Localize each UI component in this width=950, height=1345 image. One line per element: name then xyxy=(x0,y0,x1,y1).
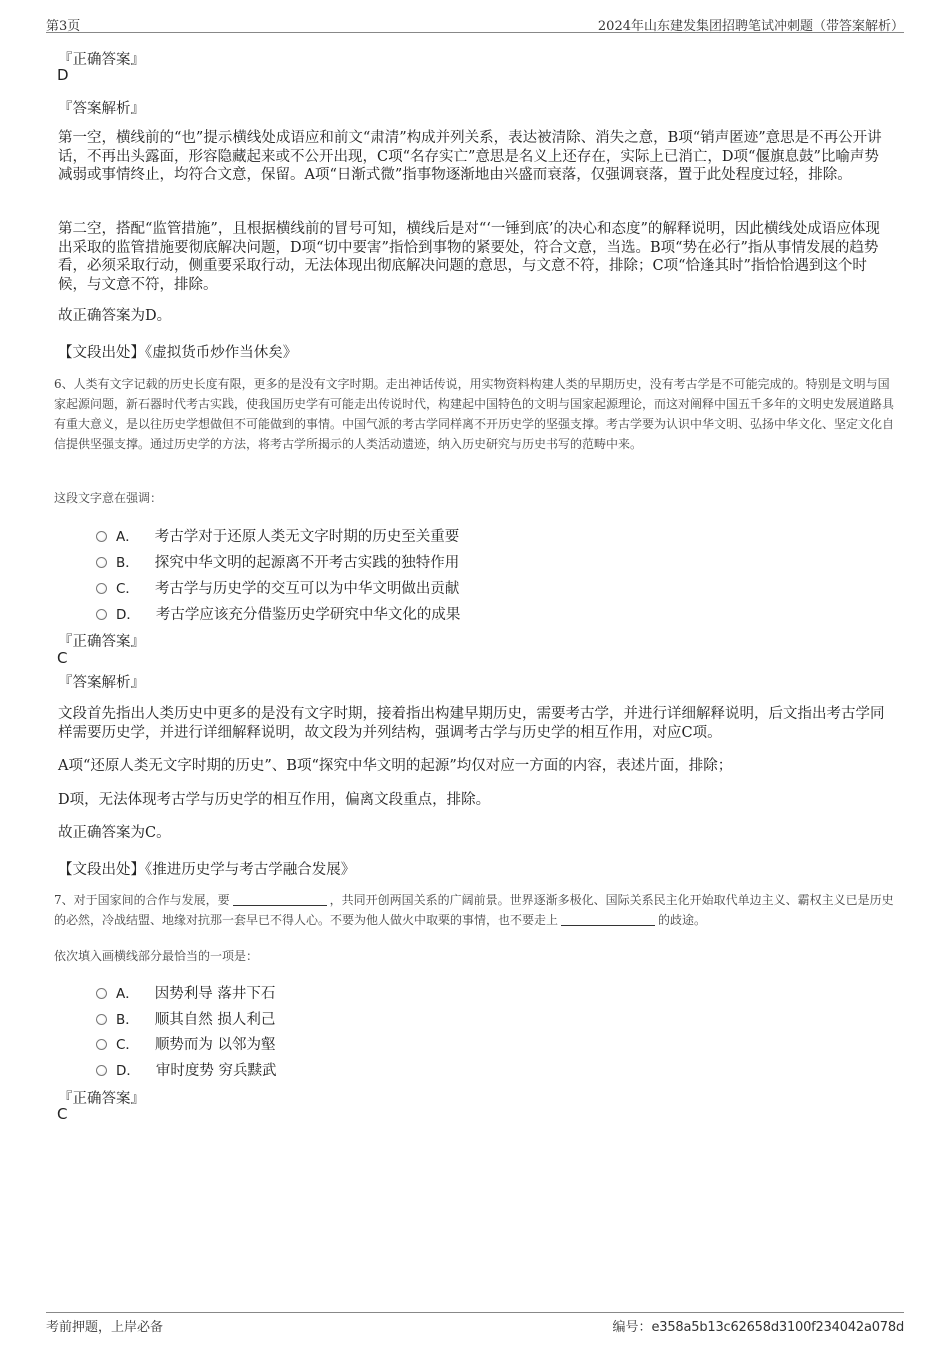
q6-prompt: 这段文字意在强调： xyxy=(54,491,163,505)
page-number: 第3页 xyxy=(46,19,81,34)
q6-option-b[interactable]: B． 探究中华文明的起源离不开考古实践的独特作用 xyxy=(96,551,459,572)
q6-analysis-paragraph-2: A项“还原人类无文字时期的历史”、B项“探究中华文明的起源”均仅对应一方面的内容，表述片面，排除； xyxy=(58,758,733,774)
q7-option-b[interactable]: B． 顺其自然 损人利己 xyxy=(96,1008,275,1029)
q5-source: 【文段出处】《虚拟货币炒作当休矣》 xyxy=(58,345,298,361)
q5-answer: D xyxy=(57,66,69,84)
q5-analysis-paragraph-2: 第二空，搭配“监管措施”，且根据横线前的冒号可知，横线后是对“‘一锤到底’的决心和态度”的解释说明，因此横线处成语应体现出采取的监管措施要彻底解决问题，D项“切中要害”指恰到事物的紧要处，符合文意，当选。B项“势在必行”指从事情发展的趋势看，必须采取行动，侧重要采取行动，无法体现出彻底解决问题的意思，与文意不符，排除；C项“恰逢其时”指恰恰遇到这个时候，与文意不符，排除。 xyxy=(58,221,880,293)
q7-answer-label: 『正确答案』 xyxy=(58,1091,145,1107)
radio-icon[interactable] xyxy=(96,531,107,542)
radio-icon[interactable] xyxy=(96,583,107,594)
q6-option-d[interactable]: D． 考古学应该充分借鉴历史学研究中华文化的成果 xyxy=(96,603,460,624)
q7-option-c[interactable]: C． 顺势而为 以邻为壑 xyxy=(96,1033,276,1054)
footer-slogan: 考前押题，上岸必备 xyxy=(46,1320,164,1335)
q6-answer: C xyxy=(57,649,68,667)
q6-source: 【文段出处】《推进历史学与考古学融合发展》 xyxy=(58,862,356,878)
q5-analysis-label: 『答案解析』 xyxy=(58,101,145,117)
q6-option-a[interactable]: A． 考古学对于还原人类无文字时期的历史至关重要 xyxy=(96,525,459,546)
q6-option-c[interactable]: C． 考古学与历史学的交互可以为中华文明做出贡献 xyxy=(96,577,459,598)
radio-icon[interactable] xyxy=(96,609,107,620)
q7-prompt: 依次填入画横线部分最恰当的一项是： xyxy=(54,949,259,963)
document-title: 2024年山东建发集团招聘笔试冲刺题（带答案解析） xyxy=(597,19,904,34)
page-header xyxy=(46,12,904,33)
radio-icon[interactable] xyxy=(96,1065,107,1076)
radio-icon[interactable] xyxy=(96,988,107,999)
q6-analysis-paragraph-1: 文段首先指出人类历史中更多的是没有文字时期，接着指出构建早期历史，需要考古学，并进行详细解释说明，后文指出考古学同样需要历史学，并进行详细解释说明，故文段为并列结构，强调考古学与历史学的相互作用，对应C项。 xyxy=(58,706,885,741)
q7-question: 7、对于国家间的合作与发展，要 ，共同开创两国关系的广阔前景。世界逐渐多极化、国际关系民主化开始取代单边主义、霸权主义已是历史的必然，冷战结盟、地缘对抗那一套早已不得人心。不要为他人做火中取栗的事情，也不要走上 的歧途。 xyxy=(54,893,894,927)
q6-question: 6、人类有文字记载的历史长度有限，更多的是没有文字时期。走出神话传说，用实物资料构建人类的早期历史，没有考古学是不可能完成的。特别是文明与国家起源问题，新石器时代考古实践，使我国历史学有可能走出传说时代，构建起中国特色的文明与国家起源理论，而这对阐释中国五千多年的文明史发展道路具有重大意义，是以往历史学想做但不可能做到的事情。中国气派的考古学同样离不开历史学的坚强支撑。考古学要为认识中华文明、弘扬中华文化、坚定文化自信提供坚强支撑。通过历史学的方法，将考古学所揭示的人类活动遗迹，纳入历史研究与历史书写的范畴中来。 xyxy=(54,377,895,451)
radio-icon[interactable] xyxy=(96,1014,107,1025)
q7-option-d[interactable]: D． 审时度势 穷兵黩武 xyxy=(96,1059,277,1080)
q5-conclusion: 故正确答案为D。 xyxy=(58,308,172,324)
radio-icon[interactable] xyxy=(96,1039,107,1050)
q6-answer-label: 『正确答案』 xyxy=(58,634,145,650)
q6-conclusion: 故正确答案为C。 xyxy=(58,825,171,841)
q6-analysis-paragraph-3: D项，无法体现考古学与历史学的相互作用，偏离文段重点，排除。 xyxy=(58,792,491,808)
document-id: 编号：e358a5b13c62658d3100f234042a078d xyxy=(612,1320,904,1335)
q7-answer: C xyxy=(57,1105,68,1123)
q5-answer-label: 『正确答案』 xyxy=(58,52,145,68)
fill-blank-2 xyxy=(561,913,655,926)
radio-icon[interactable] xyxy=(96,557,107,568)
fill-blank-1 xyxy=(233,893,327,906)
page-footer xyxy=(46,1312,904,1339)
q6-analysis-label: 『答案解析』 xyxy=(58,675,145,691)
q7-option-a[interactable]: A． 因势利导 落井下石 xyxy=(96,982,275,1003)
q5-analysis-paragraph-1: 第一空，横线前的“也”提示横线处成语应和前文“肃清”构成并列关系，表达被清除、消失之意，B项“销声匿迹”意思是不再公开讲话，不再出头露面，形容隐藏起来或不公开出现，C项“名存实亡”意思是名义上还存在，实际上已消亡，D项“偃旗息鼓”比喻声势减弱或事情终止，均符合文意，保留。A项“日渐式微”指事物逐渐地由兴盛而衰落，仅强调衰落，置于此处程度过轻，排除。 xyxy=(58,130,882,183)
